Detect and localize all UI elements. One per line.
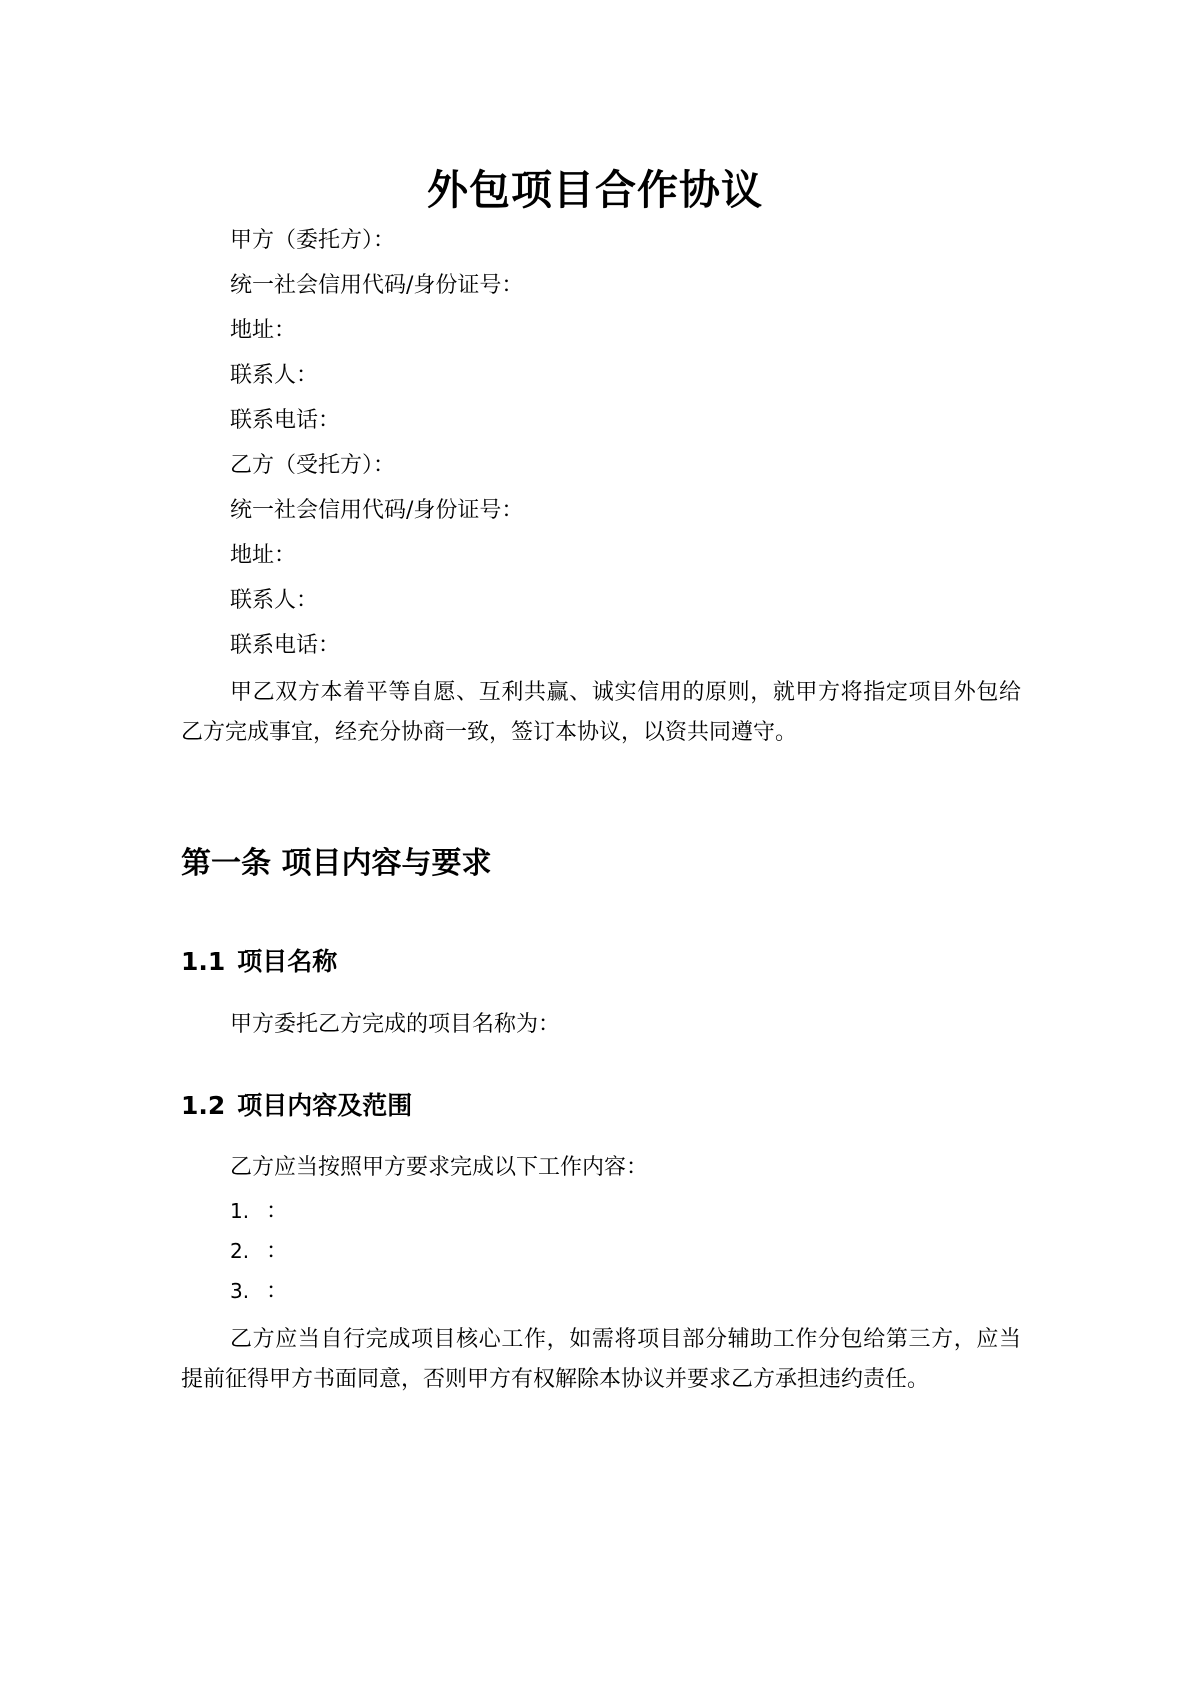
section-1-1-number: 1.1	[181, 947, 226, 976]
document-title: 外包项目合作协议	[427, 166, 763, 214]
subcontract-note-paragraph: 乙方应当自行完成项目核心工作，如需将项目部分辅助工作分包给第三方，应当提前征得甲方书面同意，否则甲方有权解除本协议并要求乙方承担违约责任。	[181, 1327, 1021, 1392]
section-1-1-title: 项目名称	[237, 947, 338, 976]
party-b-phone-label: 联系电话：	[230, 633, 341, 658]
party-b-address-label: 地址：	[230, 543, 297, 568]
preamble-paragraph: 甲乙双方本着平等自愿、互利共赢、诚实信用的原则，就甲方将指定项目外包给乙方完成事宜，经充分协商一致，签订本协议，以资共同遵守。	[181, 680, 1021, 745]
party-a-contact-label: 联系人：	[230, 363, 319, 388]
section-1-1-heading	[181, 945, 337, 979]
party-a-address-label: 地址：	[230, 318, 297, 343]
list-item	[230, 1196, 288, 1227]
list-item-number: 2.	[230, 1239, 250, 1263]
list-item-text: ：	[266, 1239, 289, 1264]
party-a-heading: 甲方（委托方）：	[230, 228, 396, 253]
list-item	[230, 1276, 288, 1307]
section-1-2-number: 1.2	[181, 1091, 226, 1120]
section-1-2-title: 项目内容及范围	[237, 1091, 413, 1120]
list-item-number: 1.	[230, 1199, 250, 1223]
party-b-heading: 乙方（受托方）：	[230, 453, 396, 478]
list-item	[230, 1236, 288, 1267]
party-b-contact-label: 联系人：	[230, 588, 319, 613]
list-item-text: ：	[266, 1199, 289, 1224]
list-item-number: 3.	[230, 1279, 250, 1303]
party-a-id-label: 统一社会信用代码/身份证号：	[230, 273, 524, 298]
party-b-id-label: 统一社会信用代码/身份证号：	[230, 498, 524, 523]
article-1-heading: 第一条 项目内容与要求	[181, 846, 492, 881]
section-1-2-heading	[181, 1089, 412, 1123]
section-1-2-intro: 乙方应当按照甲方要求完成以下工作内容：	[230, 1155, 649, 1180]
party-a-phone-label: 联系电话：	[230, 408, 341, 433]
list-item-text: ：	[266, 1279, 289, 1304]
section-1-1-text: 甲方委托乙方完成的项目名称为：	[230, 1012, 561, 1037]
